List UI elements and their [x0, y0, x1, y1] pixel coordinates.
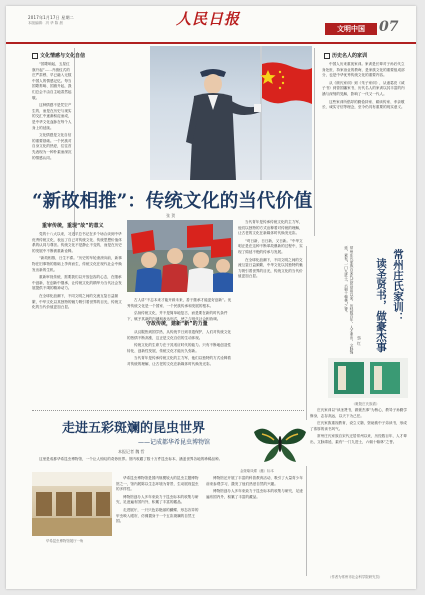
- editor-line: 本版编辑：冯 华 陈 晨: [28, 21, 63, 25]
- paragraph: “国歌响起，五星红旗升起”……升旗仪式的庄严肃穆，早已融入无数中国人的情感记忆。每当国歌奏响、国旗升起，我们总会不由自主地肃然起敬。: [32, 62, 72, 100]
- paragraph: 党的十八大以来，习近平总书记在多个场合谈到中华优秀传统文化，表达了自己对传统文化、传统思想价值体系的认同与尊崇。传统文化不是静止不变的，而是在历史的发展中不断被重新诠释。: [32, 232, 122, 253]
- paragraph: 庄氏家族重视教育，设立义塾，资助族中子弟读书，形成了浓厚的读书风气。: [310, 421, 407, 431]
- masthead: [6, 6, 416, 44]
- column-rule: [314, 48, 315, 236]
- right-kicker: 历史名人的家训: [324, 52, 367, 59]
- butterfly-caption: 金斑喙凤蝶（雌）标本: [240, 469, 274, 473]
- left-kicker: 文化情感与文化自信: [32, 52, 85, 59]
- paragraph: 从《颜氏家训》到《朱子家训》，从诸葛亮《诫子书》到曾国藩家书，历代名人的家训以其丰富的内涵与深刻的见解，影响了一代又一代人。: [322, 80, 405, 96]
- changzhou-title-a: 常州庄氏家训：: [392, 249, 404, 323]
- paragraph: 博物馆还开展了丰富的科普教育活动，吸引了大量青少年前来参观学习，激发了他们热爱自然的兴趣。: [206, 476, 303, 486]
- main-article-column-3: [238, 220, 304, 406]
- butterfly-photo: [252, 420, 308, 466]
- paragraph: 古人讲“不忘本来才能开辟未来，善于继承才能更好创新”。优秀传统文化是一个国家、一个民族传承和发展的根本。: [127, 298, 232, 308]
- section-divider: [32, 410, 304, 411]
- museum-hall-illustration: [32, 472, 112, 536]
- page-number: 07: [379, 19, 399, 35]
- changzhou-title-b: 读圣贤书，做豪杰事: [375, 258, 387, 353]
- main-subhead-2: 守故传统，建新“新”的力量: [146, 321, 208, 327]
- flag-guard-illustration: [150, 46, 312, 180]
- paragraph: 常州庄氏家族自宋代迁居常州以来，历经数百年，人才辈出，文脉绵延，素有“一门九进士，六朝十翰林”之誉。: [310, 434, 407, 444]
- children-flags-photo: [127, 220, 233, 292]
- paragraph: 华希昆虫博物馆是国内规模较大的昆虫主题博物馆之一，馆内展陈以生态环境为背景，生动展现昆虫的多样性。: [116, 476, 199, 492]
- left-article-body: [32, 62, 72, 180]
- paragraph: 文化情感是文化自信的重要基础。一个民族对自身文化的热爱，往往首先表现为一种朴素而深沉的情感认同。: [32, 133, 72, 160]
- newspaper-page: [6, 6, 416, 589]
- paragraph: 传统文化的生命力在于其适应时代的能力。只有不断地创造性转化、创新性发展，传统文化才能历久弥新。: [127, 343, 232, 353]
- paragraph: 当代青年是传承传统文化的主力军，他们以独特的方式诠释着对传统的理解，让古老的文化在新媒体时代焕发光彩。: [238, 220, 303, 236]
- paragraph: 走进展厅，一只只色彩艳丽的蝴蝶、形态各异的甲虫映入眼帘，仿佛置身于一个五彩斑斓的自然王国。: [116, 507, 199, 524]
- insect-subhead: ——记成都华希昆虫博物馆: [138, 439, 211, 446]
- paragraph: 弘扬传统文化，并不是简单地复古，而是要在新的时代条件下，赋予其新的内涵和表达形式，使之与现代社会相协调。: [127, 311, 228, 321]
- section-tab: 文明中国: [325, 23, 377, 35]
- main-headline: “新故相推”：传统文化的当代价值: [32, 191, 313, 212]
- flag-guard-photo: [150, 46, 312, 180]
- paragraph: 博物馆创办人多年来致力于昆虫标本的收集与研究，足迹遍布国内外，积累了丰富的藏品。: [206, 489, 303, 499]
- main-article-column-1: [32, 232, 122, 408]
- changzhou-vertical-text: [310, 246, 354, 354]
- newspaper-logo: 人民日报: [176, 10, 241, 28]
- main-article-column-2b: [127, 330, 233, 386]
- paragraph: 博物馆创办人多年来致力于昆虫标本的收集与研究，足迹遍布国内外，积累了丰富的藏品。: [116, 494, 199, 505]
- paragraph: 庄氏家训以“读圣贤书，做豪杰事”为核心，教导子孙勤学修身，志存高远，以天下为己任。: [310, 408, 407, 418]
- square-bullet-icon: [32, 53, 38, 59]
- butterfly-illustration: [252, 420, 308, 466]
- paragraph: 中国人历来重视家训。家训是长辈对子孙后代立身处世、持家治业的教诲，是家族文化的重要组成部分，也是中华优秀传统文化的重要内容。: [322, 62, 405, 78]
- paragraph: 这里是成都华希昆虫博物馆，一个让人惊叹的奇妙世界。馆内收藏了数十万件昆虫标本，涵盖世界各地的珍稀品种。: [39, 457, 223, 461]
- paragraph: “苟日新，日日新，又日新。”中华文明正是在这种不断革故鼎新的过程中，实现了绵延不绝的传承与发展。: [238, 238, 303, 254]
- paragraph: 重新审视传统，需要我们以开放包容的心态，在继承中创新，在创新中继承，让传统文化的精华为当代社会发展提供不竭的精神动力。: [32, 275, 122, 291]
- paragraph: 当代青年是传承传统文化的主力军，他们以独特的方式诠释着对传统的理解，让古老的文化在新媒体时代焕发光彩。: [127, 356, 232, 366]
- column-rule: [306, 246, 307, 576]
- genealogy-books-photo: [328, 358, 408, 398]
- main-subhead-1: 重审传统，重现“故”的意义: [42, 223, 104, 229]
- insect-headline: 走进五彩斑斓的昆虫世界: [62, 421, 206, 436]
- main-article-column-2a: [127, 298, 233, 321]
- paragraph: 从汉服热到国学热，从传统节日到非遗保护，人们对传统文化的热情不断高涨，这正是文化自信的生动体现。: [127, 330, 232, 340]
- paragraph: 常州庄氏家族自宋代迁居常州以来，历经数百年，人才辈出，文脉绵延，素有“一门九进士，六朝十翰林”之誉。: [344, 246, 354, 354]
- paragraph: 在全球化浪潮下，不同文明之间的交流互鉴日益频繁，中华文化以其独特的魅力吸引着世界的目光，传统文化的当代价值更加凸显。: [32, 293, 122, 310]
- insect-byline: 本报记者 魏 哲: [118, 449, 145, 454]
- children-with-flags-illustration: [127, 220, 233, 292]
- museum-hall-caption: 华希昆虫博物馆展厅一角: [46, 539, 84, 543]
- paragraph: “新故相推，日生不滞。”历史的车轮滚滚向前，新事物在旧事物的基础上孕育而生，传统文化在现代社会中焕发出新的生机。: [32, 256, 122, 272]
- genealogy-caption: 《毗陵庄氏族谱》: [352, 402, 380, 406]
- right-article-body: [322, 62, 408, 240]
- paragraph: 这种情感不是凭空产生的，而是在历史与现实的交汇中逐渐积淀而成，是中华文化血脉在每个人身上的延续。: [32, 103, 72, 130]
- date-line: 2017年1月17日 星期二: [28, 15, 74, 20]
- genealogy-books-illustration: [328, 358, 408, 398]
- museum-hall-photo: [32, 472, 112, 536]
- main-byline: 张 贺: [166, 213, 176, 218]
- paragraph: 这些家训所倡导的勤俭持家、耕读传家、孝亲敬长、诚实守信等理念，至今仍具有重要的现实意义。: [322, 99, 405, 110]
- changzhou-byline: 蔡 红: [357, 336, 362, 346]
- insect-article-column-2: [206, 476, 304, 576]
- changzhou-author-note: （作者为常州市社会科学院研究员）: [328, 575, 383, 579]
- insect-article-column-1: [116, 476, 202, 576]
- changzhou-article-body: [310, 408, 410, 570]
- square-bullet-icon: [324, 53, 330, 59]
- paragraph: 在全球化浪潮下，不同文明之间的交流互鉴日益频繁，中华文化以其独特的魅力吸引着世界的目光，传统文化的当代价值更加凸显。: [238, 257, 303, 279]
